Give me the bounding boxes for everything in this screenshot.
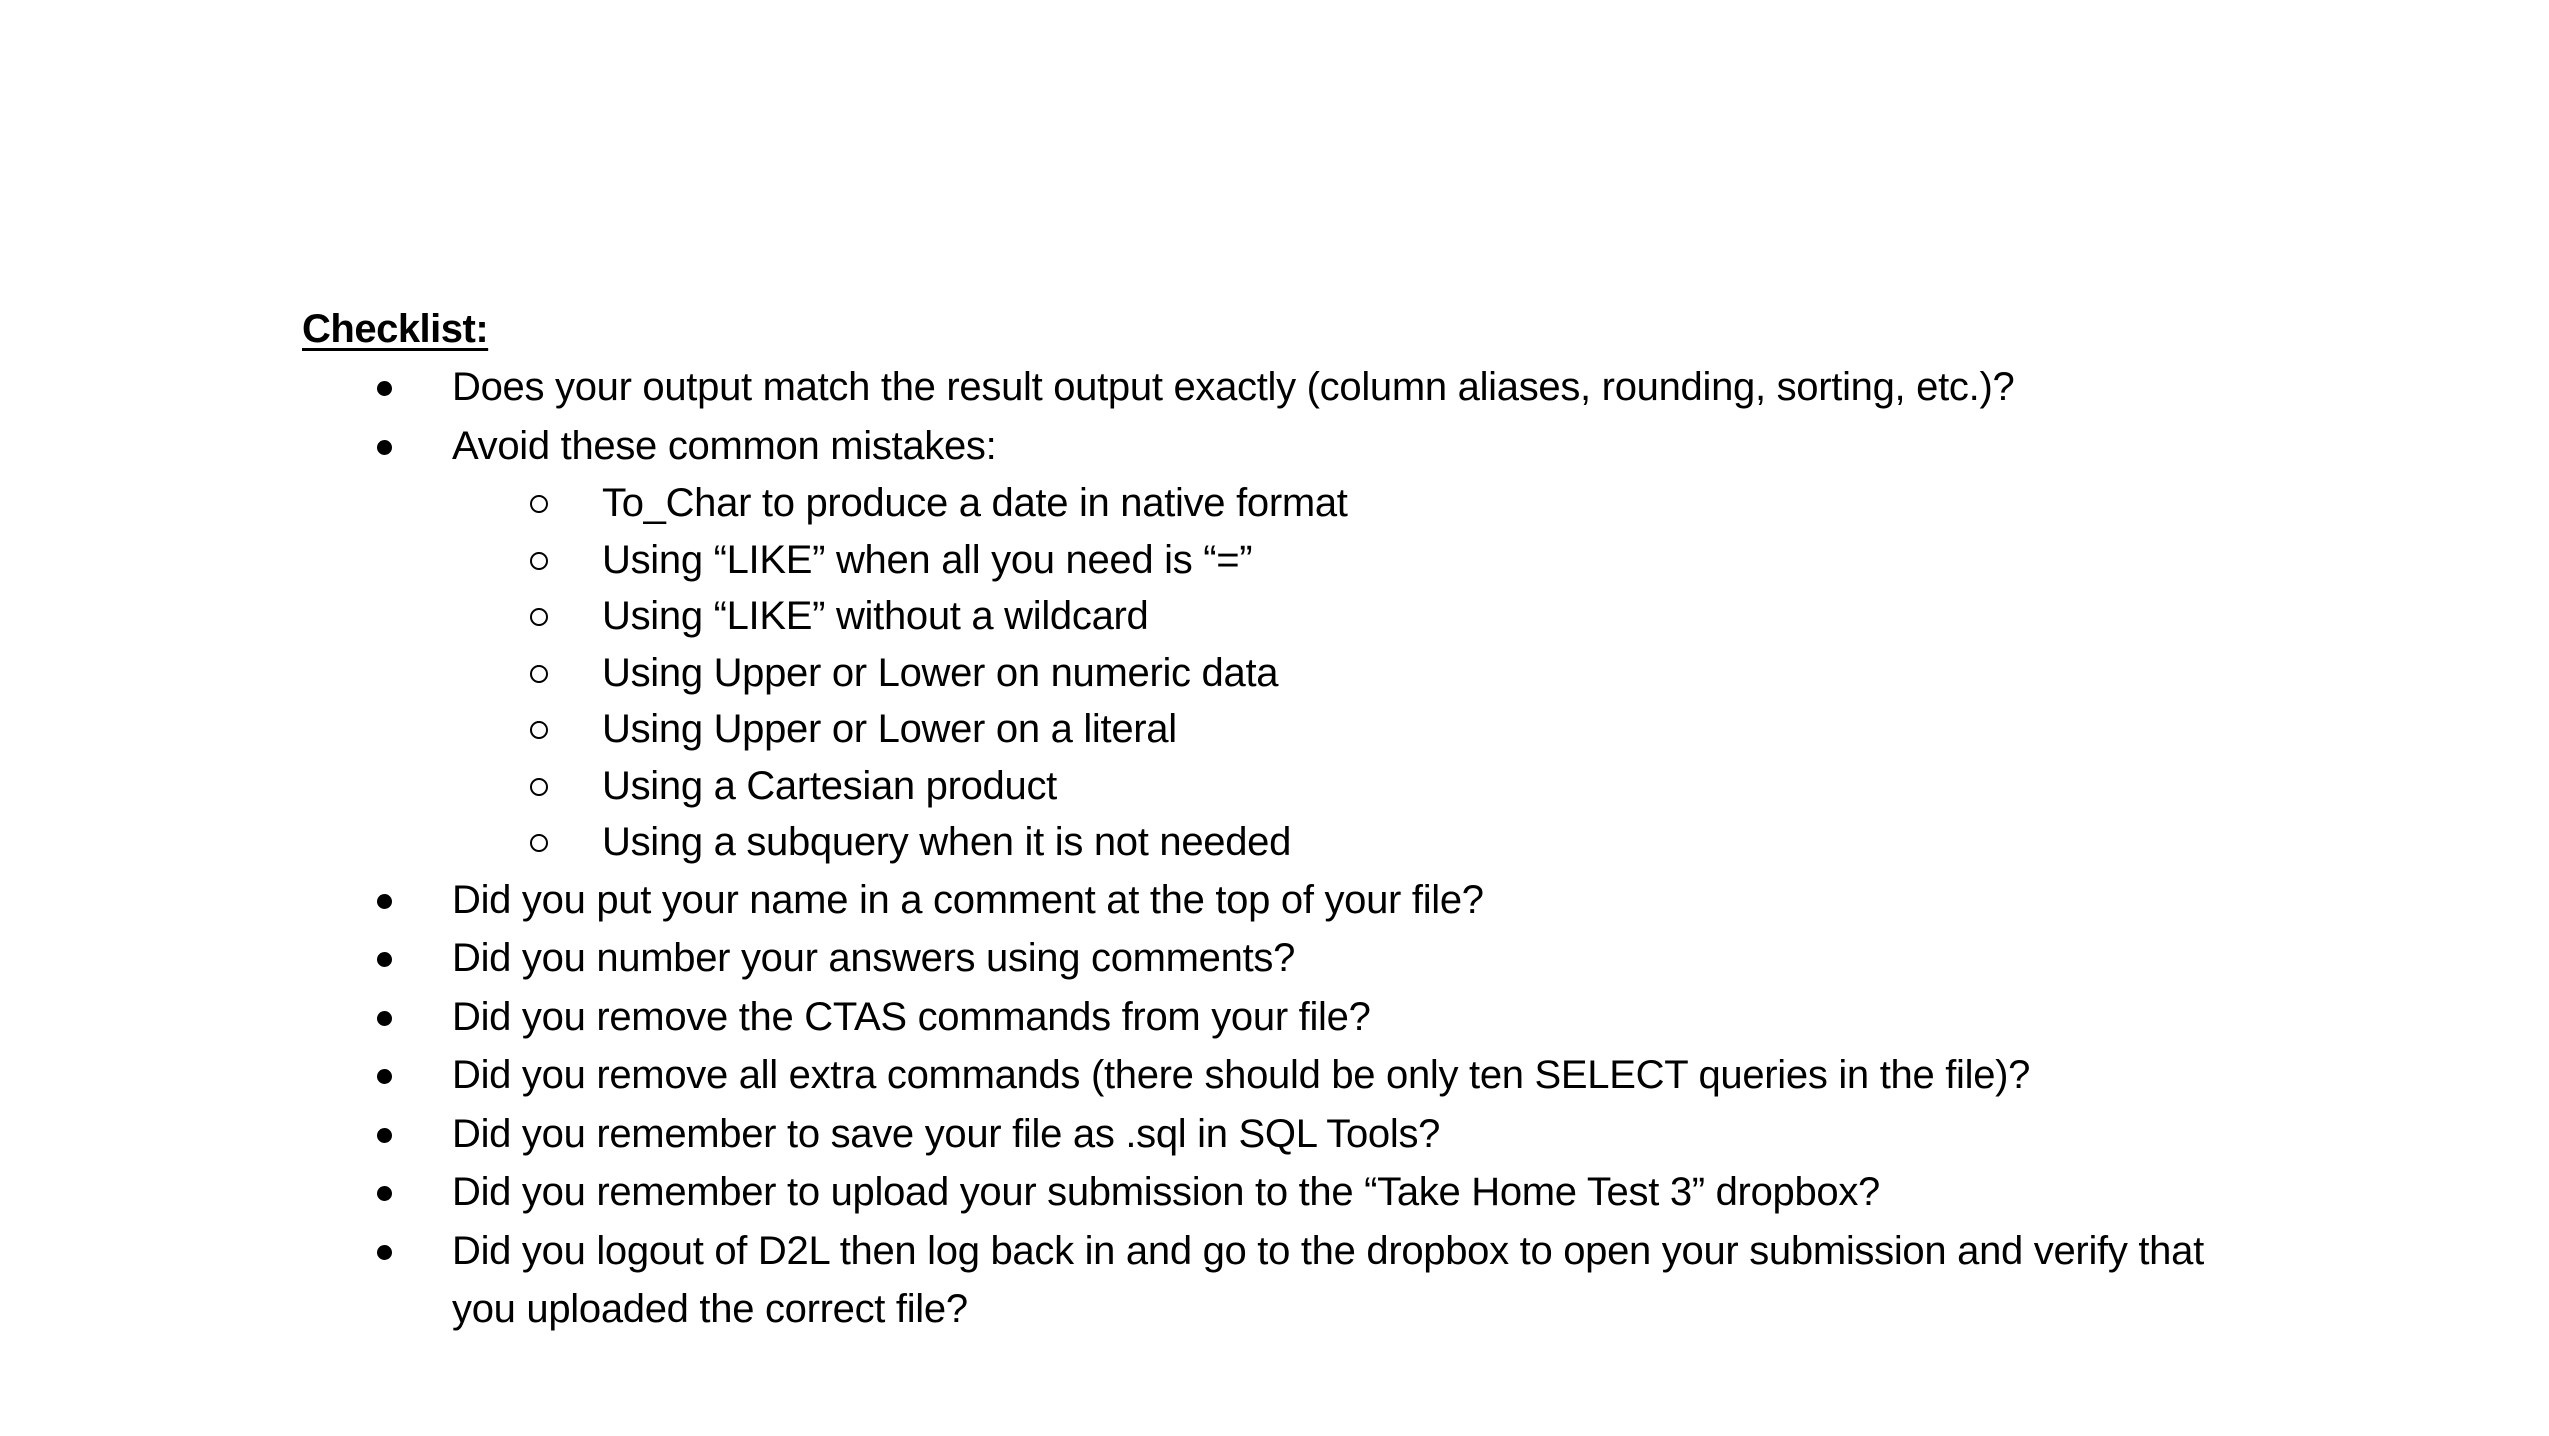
sublist-item-text: Using “LIKE” when all you need is “=” — [602, 537, 1253, 582]
list-item — [302, 417, 2302, 476]
list-item-text: Did you remember to upload your submission to the “Take Home Test 3” dropbox? — [452, 1170, 1880, 1214]
bullet-icon — [377, 1128, 392, 1143]
list-item — [302, 1046, 2302, 1105]
list-item-text: Did you remove all extra commands (there should be only ten SELECT queries in the file)? — [452, 1053, 2031, 1097]
hollow-circle-bullet-icon — [530, 778, 548, 796]
sublist-item-text: Using Upper or Lower on a literal — [602, 707, 1177, 751]
list-item — [302, 988, 2302, 1047]
sublist-item — [302, 758, 2302, 815]
sublist-item — [302, 475, 2302, 532]
sublist-item — [302, 645, 2302, 702]
hollow-circle-bullet-icon — [530, 721, 548, 739]
list-item-text: Did you logout of D2L then log back in and go to the dropbox to open your submission and verify that you uploaded the correct file? — [452, 1228, 2204, 1331]
bullet-icon — [377, 1011, 392, 1026]
hollow-circle-bullet-icon — [530, 834, 548, 852]
list-item-text: Did you remember to save your file as .sql in SQL Tools? — [452, 1111, 1441, 1156]
list-item — [302, 1163, 2302, 1222]
list-item — [302, 871, 2302, 930]
sublist-item-text: Using “LIKE” without a wildcard — [602, 594, 1149, 638]
checklist-heading: Checklist: — [302, 307, 489, 351]
sublist-item-text: Using a Cartesian product — [602, 763, 1057, 808]
list-item — [302, 358, 2302, 417]
bullet-icon — [377, 381, 392, 396]
checklist-section — [302, 300, 2302, 1339]
sublist-item — [302, 701, 2302, 758]
sublist-item-text: Using Upper or Lower on numeric data — [602, 650, 1279, 695]
list-item-text: Did you number your answers using comments? — [452, 936, 1296, 980]
sublist-item — [302, 588, 2302, 645]
list-item-text: Did you remove the CTAS commands from your file? — [452, 994, 1371, 1039]
sublist-item-text: To_Char to produce a date in native format — [602, 481, 1348, 525]
bullet-icon — [377, 440, 392, 455]
bullet-icon — [377, 1245, 392, 1260]
hollow-circle-bullet-icon — [530, 608, 548, 626]
hollow-circle-bullet-icon — [530, 552, 548, 570]
list-item-text: Avoid these common mistakes: — [452, 423, 997, 468]
checklist-list — [302, 358, 2302, 475]
list-item — [302, 1222, 2302, 1339]
list-item — [302, 1105, 2302, 1164]
sublist-item — [302, 532, 2302, 589]
hollow-circle-bullet-icon — [530, 495, 548, 513]
list-item-text: Did you put your name in a comment at the top of your file? — [452, 877, 1484, 922]
hollow-circle-bullet-icon — [530, 665, 548, 683]
checklist-list-continued — [302, 871, 2302, 1339]
mistakes-sublist — [302, 475, 2302, 871]
list-item-text: Does your output match the result output exactly (column aliases, rounding, sorting, etc.)? — [452, 365, 2015, 409]
bullet-icon — [377, 1069, 392, 1084]
sublist-item — [302, 814, 2302, 871]
list-item — [302, 929, 2302, 988]
bullet-icon — [377, 1186, 392, 1201]
sublist-item-text: Using a subquery when it is not needed — [602, 820, 1292, 864]
bullet-icon — [377, 894, 392, 909]
bullet-icon — [377, 952, 392, 967]
